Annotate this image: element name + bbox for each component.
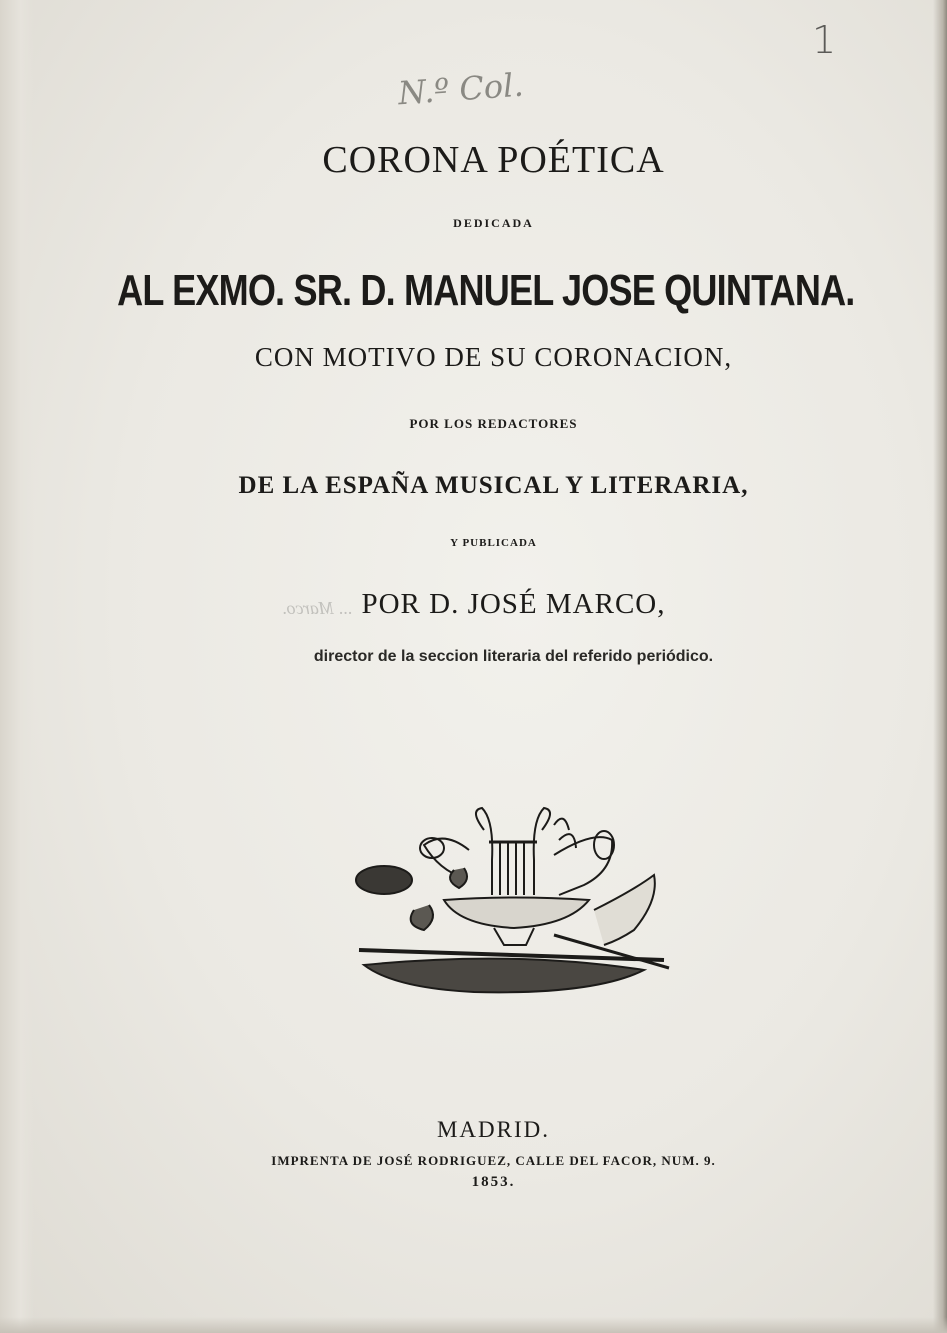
motive-line: CON MOTIVO DE SU CORONACION,	[254, 342, 733, 372]
imprint-year: 1853.	[471, 1174, 516, 1190]
imprint-printer: IMPRENTA DE JOSÉ RODRIGUEZ, CALLE DEL FACOR, NUM. 9.	[271, 1153, 716, 1168]
author-line: POR D. JOSÉ MARCO,	[361, 588, 666, 620]
publication-line: DE LA ESPAÑA MUSICAL Y LITERARIA,	[238, 472, 749, 499]
handwritten-note: N.º Col.	[396, 65, 525, 113]
lyre-horn-instruments-engraving-icon	[354, 800, 674, 1000]
dedicatee-line: AL EXMO. SR. D. MANUEL JOSE QUINTANA.	[117, 266, 855, 315]
y-publicada-line: Y PUBLICADA	[450, 537, 537, 549]
book-title: CORONA POÉTICA	[322, 139, 665, 181]
handwritten-page-number: 1	[812, 18, 837, 62]
por-los-redactores-line: POR LOS REDACTORES	[409, 416, 578, 431]
page-bottom-edge	[0, 1317, 947, 1333]
imprint-city: MADRID.	[436, 1117, 551, 1142]
dedicada-line: DEDICADA	[453, 216, 534, 230]
author-role-line: director de la seccion literaria del referido periódico.	[313, 648, 714, 665]
ghost-stamp-mark: ... Marco.	[282, 598, 352, 618]
